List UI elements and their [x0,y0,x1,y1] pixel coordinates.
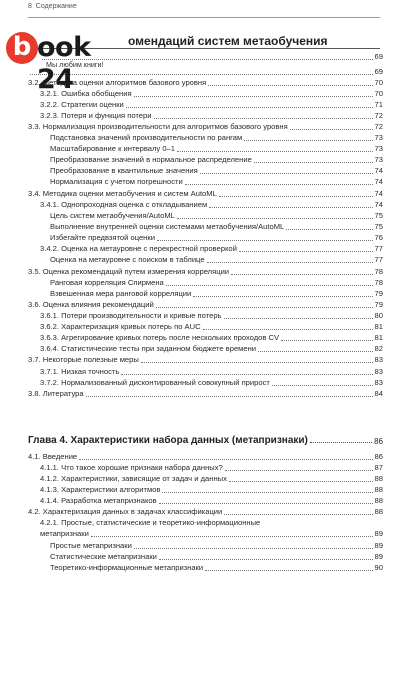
toc-entry-title: 3.2.2. Стратегии оценки [40,100,124,109]
toc-entry-page: 88 [374,507,383,516]
toc-entry-page: 73 [374,144,383,153]
toc-entry[interactable] [50,254,383,265]
toc-entry-page: 88 [374,496,383,505]
page-number: 8 [28,3,32,10]
toc-entry[interactable] [40,462,383,473]
toc-entry-page: 71 [374,100,383,109]
toc-entry[interactable] [28,506,383,517]
toc-entry-page: 74 [374,177,383,186]
dot-leader [162,492,372,493]
toc-entry[interactable] [40,332,383,343]
dot-leader [254,162,373,163]
toc-entry-title: 3.4. Методика оценки метаобучения и систем AutoML [28,189,217,198]
toc-entry[interactable] [40,366,383,377]
toc-entry-page: 76 [374,233,383,242]
dot-leader [290,129,373,130]
toc-entry-title: 3.2.3. Потеря и функция потери [40,111,152,120]
toc-entry[interactable] [28,451,383,462]
toc-entry[interactable] [50,562,383,573]
dot-leader [225,470,373,471]
toc-entry[interactable] [50,154,383,165]
toc-entry-page: 69 [374,67,383,76]
dot-leader [286,229,372,230]
toc-entry[interactable] [50,132,383,143]
toc-entry-page: 84 [374,389,383,398]
toc-entry-title: Цель систем метаобучения/AutoML [50,211,175,220]
toc-entry-page: 70 [374,89,383,98]
logo-wordmark: ook 24 [37,32,91,95]
toc-entry-page: 83 [374,367,383,376]
logo-tagline: Мы любим книги! [46,60,104,69]
header-rule [28,17,380,18]
dot-leader [166,285,373,286]
toc-entry-page: 81 [374,333,383,342]
dot-leader [154,118,373,119]
toc-entry[interactable] [50,551,383,562]
toc-entry-title: Масштабирование к интервалу 0–1 [50,144,176,153]
toc-entry[interactable] [40,310,383,321]
toc-entry-title: 3.4.1. Однопроходная оценка с откладыванием [40,200,208,209]
toc-entry-title: Подстановка значений производительности по рангам [50,133,243,142]
toc-entry-page: 83 [374,378,383,387]
dot-leader [209,207,372,208]
toc-entry-title: 3.2. Методика оценки алгоритмов базового уровня [28,78,207,87]
chapter-page: 86 [374,437,383,446]
toc-entry-title: 4.2.1. Простые, статистические и теоретико-информационные [40,518,261,527]
dot-leader [121,374,372,375]
toc-entry[interactable] [28,266,383,277]
logo-badge: b [6,32,38,64]
dot-leader [200,173,373,174]
toc-entry-title: 3.7. Некоторые полезные меры [28,355,139,364]
dot-leader [281,340,372,341]
toc-entry-title: 4.1. Введение [28,452,78,461]
toc-entry-page: 74 [374,200,383,209]
toc-entry[interactable] [40,484,383,495]
toc-entry-title: 3.3. Нормализация производительности для алгоритмов базового уровня [28,122,288,131]
toc-entry-page: 90 [374,563,383,572]
toc-entry-title: 3.7.1. Низкая точность [40,367,120,376]
toc-entry-page: 75 [374,211,383,220]
toc-entry-page: 79 [374,300,383,309]
dot-leader [126,107,373,108]
toc-entry[interactable] [50,288,383,299]
toc-entry[interactable] [40,528,383,539]
toc-entry-title: 4.1.2. Характеристики, зависящие от задач и данных [40,474,227,483]
toc-entry-title: Выполнение внутренней оценки системами метаобучения/AutoML [50,222,285,231]
toc-entry[interactable] [28,299,383,310]
toc-entry-page: 82 [374,344,383,353]
toc-entry-title: Преобразование значений в нормальное распределение [50,155,252,164]
toc-entry-title: 3.5. Оценка рекомендаций путем измерения корреляции [28,267,230,276]
toc-entry[interactable] [28,121,383,132]
toc-entry[interactable] [40,321,383,332]
toc-entry[interactable] [50,232,383,243]
running-header [28,3,77,10]
toc-entry-page: 74 [374,189,383,198]
toc-entry[interactable] [40,473,383,484]
dot-leader [224,514,372,515]
chapter-title: Глава 4. Характеристики набора данных (метапризнаки) [28,435,308,446]
dot-leader [208,85,372,86]
toc-entry[interactable] [50,143,383,154]
toc-entry[interactable] [50,176,383,187]
toc-entry-page: 72 [374,122,383,131]
toc-entry-title: 3.6.3. Агрегирование кривых потерь после нескольких проходов CV [40,333,280,342]
dot-leader [205,570,372,571]
toc-entry-page: 78 [374,267,383,276]
dot-leader [272,385,373,386]
toc-entry[interactable] [40,110,383,121]
toc-entry-title: Статистические метапризнаки [50,552,157,561]
toc-entry-page: 74 [374,166,383,175]
toc-entry-page: 75 [374,222,383,231]
dot-leader [244,140,372,141]
dot-leader [134,548,373,549]
dot-leader [86,396,373,397]
toc-entry[interactable] [28,188,383,199]
toc-entry-title: 3.6. Оценка влияния рекомендаций [28,300,154,309]
toc-entry-title: 4.1.1. Что такое хорошие признаки набора данных? [40,463,223,472]
toc-entry-page: 80 [374,311,383,320]
toc-entry-title: Простые метапризнаки [50,541,132,550]
toc-entry[interactable] [40,243,383,254]
toc-entry-page: 87 [374,463,383,472]
toc-entry[interactable] [50,540,383,551]
dot-leader [224,318,373,319]
toc-entry-title: Преобразование в квантильные значения [50,166,198,175]
toc-entry-page: 83 [374,355,383,364]
toc-entry[interactable] [40,517,383,528]
toc-entry-page: 81 [374,322,383,331]
dot-leader [185,184,373,185]
section-title: омендаций систем метаобучения [128,34,328,48]
dot-leader [91,536,373,537]
page-header [0,0,400,20]
toc-entry-page: 70 [374,78,383,87]
toc-entry-page: 89 [374,541,383,550]
dot-leader [231,274,372,275]
toc-entry[interactable] [28,354,383,365]
dot-leader [157,240,373,241]
toc-entry[interactable] [50,221,383,232]
dot-leader [207,262,373,263]
toc-entry-page: 77 [374,244,383,253]
toc-entry-title: 3.6.2. Характеризация кривых потерь по AUC [40,322,201,331]
toc-entry[interactable] [28,388,383,399]
toc-entry-title: метапризнаки [40,529,89,538]
toc-entry-page: 89 [374,529,383,538]
dot-leader [239,251,373,252]
toc-entry-page: 88 [374,474,383,483]
toc-entry-title: 3.4.2. Оценка на метауровне с перекрестной проверкой [40,244,237,253]
dot-leader [203,329,373,330]
toc-entry-title: 3.7.2. Нормализованный дисконтированный совокупный прирост [40,378,270,387]
dot-leader [79,459,372,460]
toc-entry-title: Ранговая корреляция Спирмена [50,278,164,287]
dot-leader [229,481,373,482]
toc-entry-page: 78 [374,278,383,287]
toc-entry-title: 3.6.4. Статистические тесты при заданном бюджете времени [40,344,257,353]
toc-entry-title: Избегайте предвзятой оценки [50,233,155,242]
toc-entry-title: 3.8. Литература [28,389,84,398]
dot-leader [156,307,373,308]
toc-entry-title: 3.2.1. Ошибка обобщения [40,89,132,98]
toc-entry-page: 73 [374,133,383,142]
toc-entry-page: 69 [374,52,383,61]
toc-entry-page: 86 [374,452,383,461]
toc-entry[interactable] [40,343,383,354]
running-title: Содержание [35,3,77,10]
toc-entry-title: 4.1.3. Характеристики алгоритмов [40,485,161,494]
toc-entry-page: 79 [374,289,383,298]
toc-entry-title: Оценка на метауровне с поиском в таблице [50,255,205,264]
toc-entry-page: 89 [374,552,383,561]
chapter-heading[interactable] [28,432,383,446]
toc-entry-page: 77 [374,255,383,264]
toc-entry-title: 4.1.4. Разработка метапризнаков [40,496,157,505]
toc-entry-page: 73 [374,155,383,164]
dot-leader [177,218,373,219]
toc-entry-title: Взвешенная мера ранговой корреляции [50,289,192,298]
toc-entry[interactable] [40,99,383,110]
toc-entry-title: 3.6.1. Потери производительности и кривые потерь [40,311,222,320]
toc-entry-title: Теоретико-информационные метапризнаки [50,563,204,572]
toc-entry[interactable] [40,199,383,210]
toc-entry[interactable] [40,495,383,506]
toc-entry-title: Нормализация с учетом погрешности [50,177,183,186]
dot-leader [159,559,373,560]
toc-entry-page: 72 [374,111,383,120]
dot-leader [134,96,373,97]
toc-entry[interactable] [50,210,383,221]
dot-leader [159,503,373,504]
toc-entry[interactable] [50,165,383,176]
toc-entry[interactable] [50,277,383,288]
dot-leader [193,296,372,297]
toc-entry-title: 4.2. Характеризация данных в задачах классификации [28,507,223,516]
toc-entry[interactable] [40,377,383,388]
toc-entry-page: 88 [374,485,383,494]
dot-leader [219,196,373,197]
dot-leader [141,362,373,363]
dot-leader [258,351,373,352]
dot-leader [177,151,373,152]
